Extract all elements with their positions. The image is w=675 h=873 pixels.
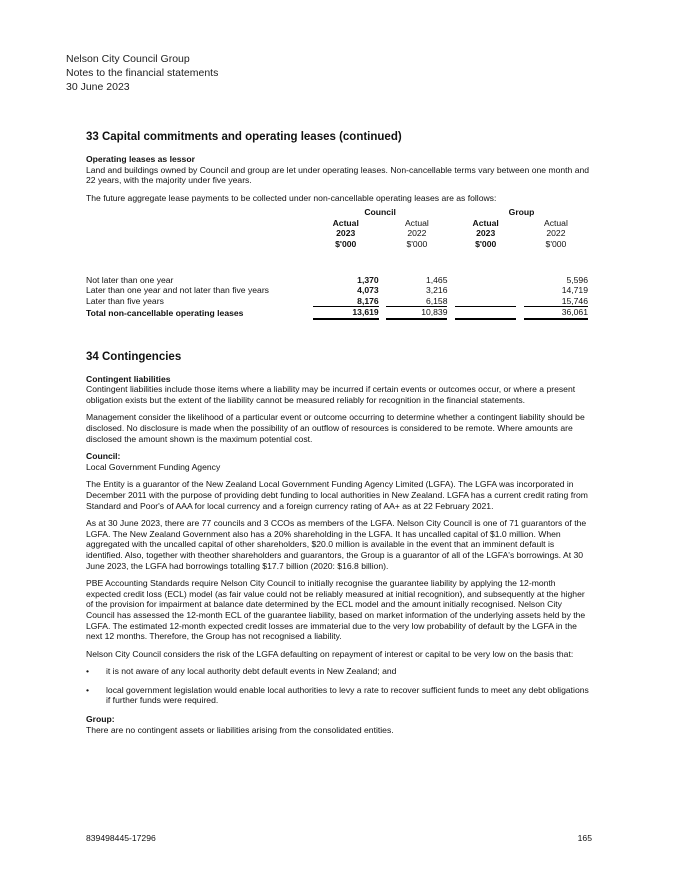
col-header-unit: $'000 bbox=[545, 238, 567, 249]
page-content bbox=[86, 130, 592, 742]
section-34-title: 34 Contingencies bbox=[86, 350, 182, 363]
cell-group-2022: 36,061 bbox=[524, 307, 588, 319]
group-header-group: Group bbox=[508, 207, 535, 218]
cell-council-2023: 4,073 bbox=[357, 285, 379, 296]
col-header-group-2023 bbox=[455, 218, 516, 249]
bullet-icon: • bbox=[86, 666, 90, 677]
page-number: 165 bbox=[577, 833, 592, 843]
cell-group-2023 bbox=[455, 296, 516, 307]
col-header-label: Actual bbox=[543, 217, 568, 228]
col-header-unit: $'000 bbox=[406, 238, 428, 249]
col-header-year: 2022 bbox=[407, 228, 427, 239]
group-header-council: Council bbox=[364, 207, 396, 218]
table-row bbox=[86, 275, 588, 285]
table-row bbox=[86, 285, 588, 295]
cell-council-2023: 1,370 bbox=[357, 275, 379, 285]
section-33-paragraph-1: Land and buildings owned by Council and group are let under operating leases. Non-cancellable terms vary between one month and 22 years, with the majority under five years. bbox=[86, 164, 590, 186]
col-header-label: Actual bbox=[332, 217, 359, 228]
bullet-icon: • bbox=[86, 684, 90, 695]
col-header-label: Actual bbox=[404, 217, 429, 228]
section-34-paragraph-4: As at 30 June 2023, there are 77 councils and 3 CCOs as members of the LGFA. Nelson City Council is one of 71 guarantors of the LGFA. The New Zealand Government also has a 20% shareholding in the LGFA. It has uncalled capital of $1.0 million. When aggregated with the uncalled capital of other shareholders, $20.0 million is available in the event that an imminent default is identified. Also, together with theother shareholders and guarantors, the Group is a guarantor of all of the LGFA's borrowings. At 30 June 2023, the LGFA had borrowings totalling $17.7 billion (2020: $16.8 billion). bbox=[86, 518, 587, 571]
section-34-paragraph-1: Contingent liabilities include those items where a liability may be incurred if certain events or outcomes occur, or where a present obligation exists but the extent of the liability cannot be measured reliably for recognition in the financial statements. bbox=[86, 384, 576, 405]
col-header-year: 2023 bbox=[336, 228, 356, 239]
list-item bbox=[86, 666, 592, 677]
group-heading: Group: bbox=[86, 714, 115, 725]
cell-council-2022: 10,839 bbox=[386, 307, 447, 319]
section-34-paragraph-2: Management consider the likelihood of a particular event or outcome occurring to determine whether a contingent liability should be disclosed. No disclosure is made when the possibility of an outflow of resources is considered to be remote. Where amounts are disclosed the amount shown is the maximum potential cost. bbox=[86, 412, 585, 444]
row-label: Later than one year and not later than five years bbox=[86, 285, 269, 296]
section-34-paragraph-3: The Entity is a guarantor of the New Zealand Local Government Funding Agency Limited (LGFA). The LGFA was incorporated in December 2011 with the purpose of providing debt funding to local authorities in New Zealand. LGFA has a current credit rating from Standard and Poor's of AAA for local currency and a foreign currency rating of AA+ as at 22 February 2021. bbox=[86, 479, 588, 511]
cell-council-2022: 1,465 bbox=[425, 275, 448, 285]
council-subheading: Local Government Funding Agency bbox=[86, 461, 221, 472]
cell-group-2022: 14,719 bbox=[561, 285, 588, 296]
section-33-paragraph-2: The future aggregate lease payments to be collected under non-cancellable operating leases are as follows: bbox=[86, 192, 497, 203]
list-item-text: local government legislation would enable local authorities to levy a rate to recover sufficient funds to meet any debt obligations if further funds were required. bbox=[106, 684, 589, 706]
col-header-council-2022 bbox=[386, 218, 447, 249]
row-label: Not later than one year bbox=[86, 275, 174, 285]
section-34-paragraph-6: Nelson City Council considers the risk of the LGFA defaulting on repayment of interest or capital to be very low on the basis that: bbox=[86, 648, 574, 659]
row-label: Later than five years bbox=[86, 296, 164, 307]
header-document-title: Notes to the financial statements bbox=[66, 67, 219, 79]
cell-council-2023: 8,176 bbox=[313, 296, 379, 307]
section-33-title: 33 Capital commitments and operating leases (continued) bbox=[86, 131, 402, 143]
cell-group-2022: 15,746 bbox=[524, 296, 588, 307]
bullet-list bbox=[86, 666, 592, 706]
col-header-label: Actual bbox=[472, 217, 499, 228]
col-header-council-2023 bbox=[313, 218, 379, 249]
cell-group-2022: 5,596 bbox=[566, 275, 588, 285]
cell-council-2023: 13,619 bbox=[313, 307, 379, 319]
page-header bbox=[66, 52, 218, 94]
header-date: 30 June 2023 bbox=[66, 81, 130, 93]
cell-group-2023 bbox=[455, 307, 516, 319]
section-34-paragraph-5: PBE Accounting Standards require Nelson City Council to initially recognise the guarantee liability by applying the 12-month expected credit loss (ECL) model (as fair value could not be reliably measured at initial recognition), and subsequently at the higher of the provision for impairment at balance date determined by the ECL model and the amount initially recognised. Nelson City Council has assessed the 12-month ECL of the guarantee liability, based on market information of the underlying assets held by the LGFA. The estimated 12-month expected credit losses are immaterial due to the very low probability of default by the LGFA in the next 12 months. Therefore, the Group has not recognised a liability. bbox=[86, 578, 586, 642]
list-item bbox=[86, 685, 592, 706]
cell-group-2023 bbox=[455, 275, 516, 285]
cell-group-2023 bbox=[455, 285, 516, 295]
cell-council-2022: 6,158 bbox=[386, 296, 447, 307]
col-header-group-2022 bbox=[524, 218, 588, 249]
list-item-text: it is not aware of any local authority debt default events in New Zealand; and bbox=[106, 666, 397, 677]
table-total-row bbox=[86, 307, 588, 319]
operating-leases-subheading: Operating leases as lessor bbox=[86, 154, 195, 164]
row-label: Total non-cancellable operating leases bbox=[86, 308, 244, 319]
group-text: There are no contingent assets or liabilities arising from the consolidated entities. bbox=[86, 724, 394, 735]
col-header-year: 2023 bbox=[476, 228, 496, 239]
header-organisation: Nelson City Council Group bbox=[66, 53, 190, 65]
council-heading: Council: bbox=[86, 451, 121, 462]
contingent-liabilities-subheading: Contingent liabilities bbox=[86, 373, 171, 384]
col-header-unit: $'000 bbox=[475, 238, 497, 249]
cell-council-2022: 3,216 bbox=[425, 285, 448, 296]
document-reference: 839498445-17296 bbox=[86, 833, 156, 843]
operating-leases-table bbox=[86, 207, 588, 319]
col-header-year: 2022 bbox=[546, 228, 566, 239]
table-row bbox=[86, 296, 588, 307]
col-header-unit: $'000 bbox=[335, 238, 357, 249]
